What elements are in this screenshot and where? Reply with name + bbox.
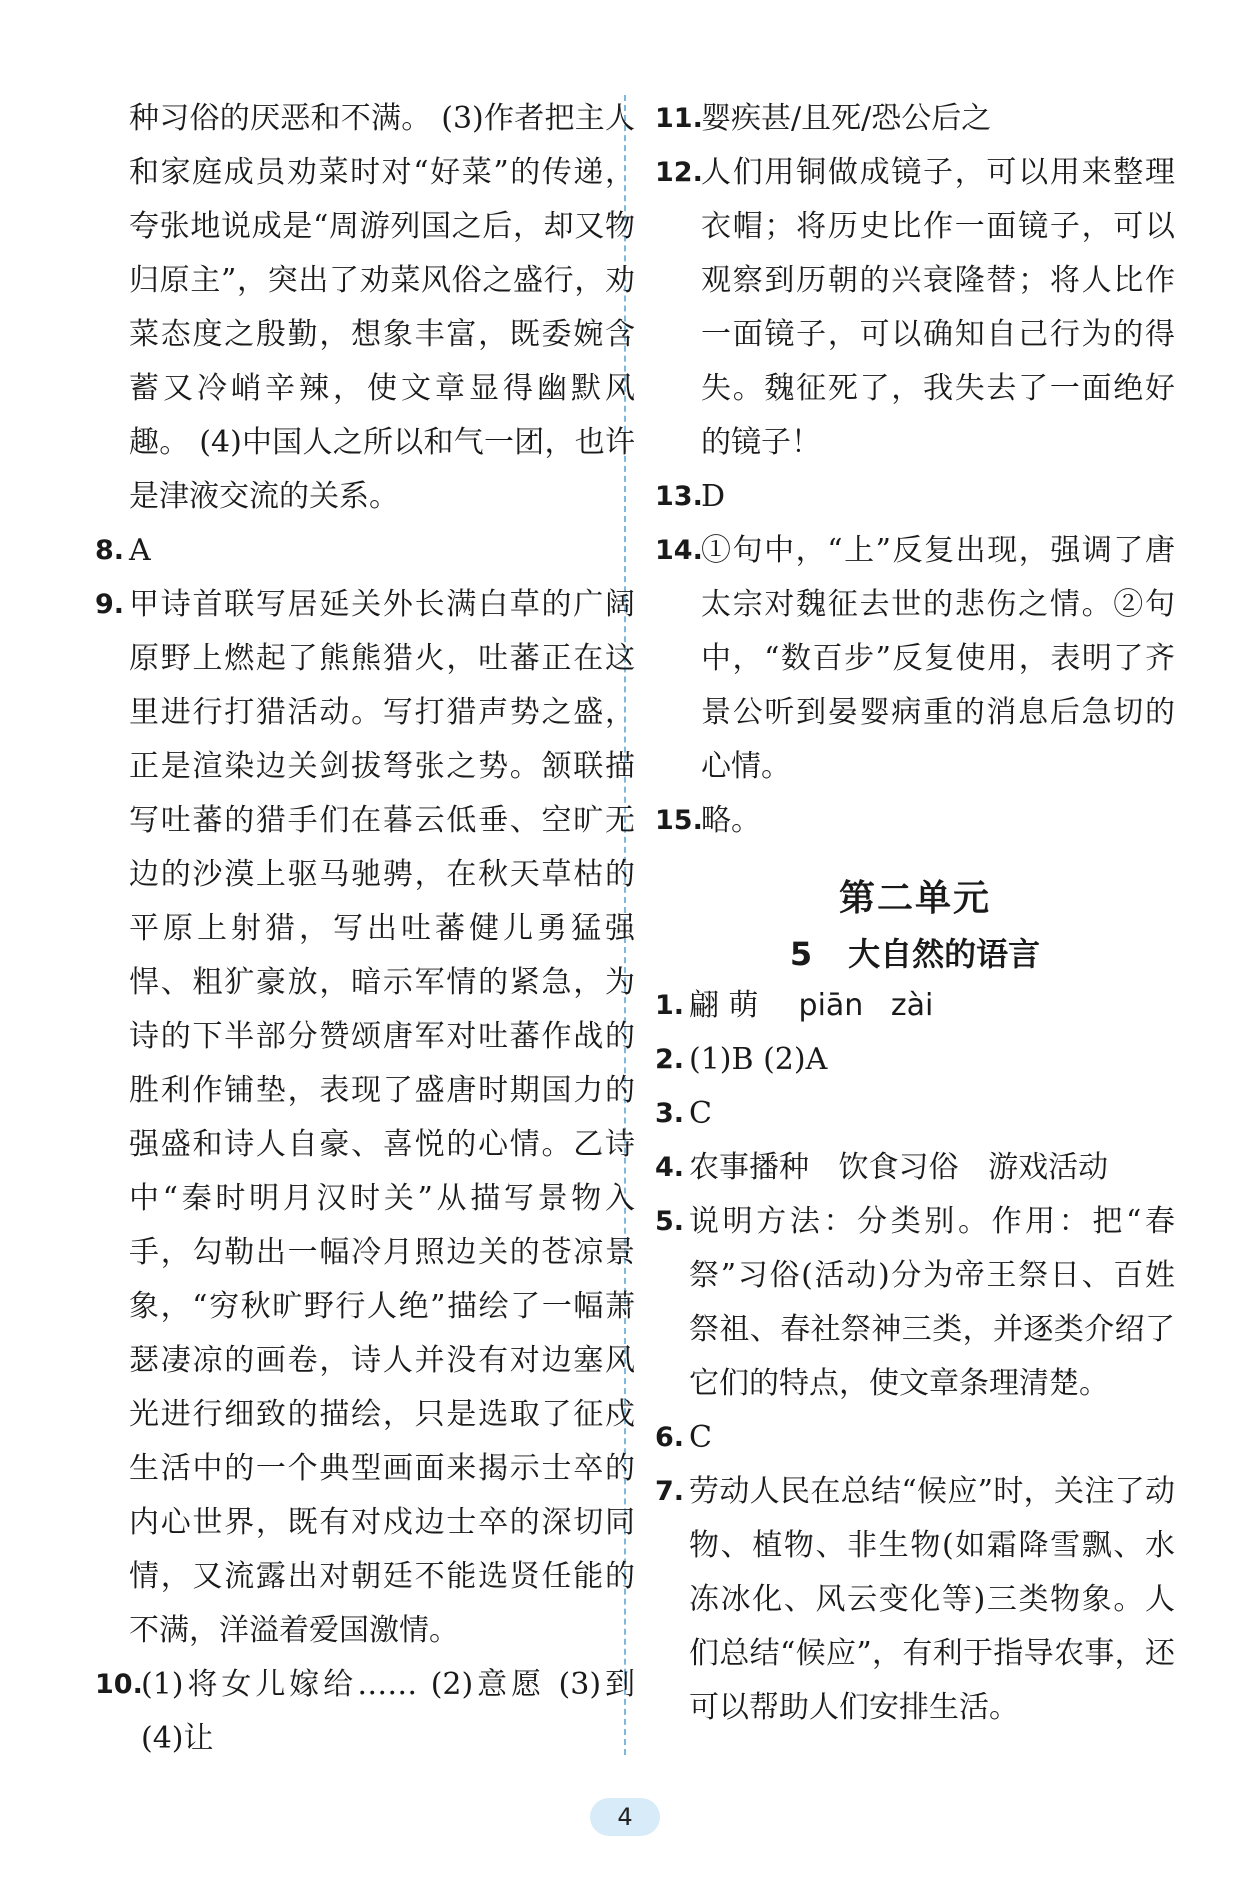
answer-number: 12. [655, 157, 703, 188]
answer-pinyin: piān zài [798, 988, 934, 1023]
answer-number: 10. [95, 1669, 143, 1700]
answer-text: D [701, 479, 726, 514]
answer-number: 1. [655, 990, 685, 1021]
unit-title: 第二单元 [838, 878, 991, 919]
lesson-number: 5 [789, 935, 813, 973]
answer-text: 农事播种 饮食习俗 游戏活动 [689, 1150, 1109, 1185]
answer-text: 人们用铜做成镜子，可以用来整理衣帽；将历史比作一面镜子，可以观察到历朝的兴衰隆替；将人比作一面镜子，可以确知自己行为的得失。魏征死了，我失去了一面绝好的镜子！ [701, 155, 1175, 460]
left-column [95, 92, 635, 1766]
answer-text: 劳动人民在总结“候应”时，关注了动物、植物、非生物(如霜降雪飘、水冻冰化、风云变化等)三类物象。人们总结“候应”，有利于指导农事，还可以帮助人们安排生活。 [689, 1474, 1175, 1725]
answer-9 [95, 578, 635, 1658]
continued-answer-7: 种习俗的厌恶和不满。 (3)作者把主人和家庭成员劝菜时对“好菜”的传递，夸张地说成是“周游列国之后，却又物归原主”，突出了劝菜风俗之盛行，劝菜态度之殷勤，想象丰富，既委婉含蓄又冷峭辛辣，使文章显得幽默风趣。 (4)中国人之所以和气一团，也许是津液交流的关系。 [129, 101, 635, 514]
answer-14 [655, 524, 1175, 794]
answer-15 [655, 794, 1175, 848]
answer-number: 3. [655, 1098, 685, 1129]
answer-12 [655, 146, 1175, 470]
lesson-answer-5 [655, 1195, 1175, 1411]
answer-number: 4. [655, 1152, 685, 1183]
answer-10 [95, 1658, 635, 1766]
lesson-answer-6 [655, 1411, 1175, 1465]
lesson-answer-4 [655, 1141, 1175, 1195]
lesson-answer-1 [655, 979, 1175, 1033]
answer-text: C [689, 1420, 712, 1455]
answer-number: 5. [655, 1206, 685, 1237]
lesson-name: 大自然的语言 [848, 935, 1041, 973]
answer-number: 7. [655, 1476, 685, 1507]
lesson-answer-7 [655, 1465, 1175, 1735]
answer-number: 13. [655, 481, 703, 512]
answer-text: (1)B (2)A [689, 1042, 828, 1077]
lesson-answer-2 [655, 1033, 1175, 1087]
answer-text: 说明方法：分类别。作用：把“春祭”习俗(活动)分为帝王祭日、百姓祭祖、春社祭神三类，并逐类介绍了它们的特点，使文章条理清楚。 [689, 1204, 1175, 1401]
right-column [655, 92, 1175, 1735]
lesson-title [655, 929, 1175, 975]
lesson-answer-3 [655, 1087, 1175, 1141]
answer-number: 14. [655, 535, 703, 566]
answer-text: A [129, 533, 151, 568]
answer-number: 6. [655, 1422, 685, 1453]
answer-text: 略。 [701, 803, 761, 838]
answer-text: C [689, 1096, 712, 1131]
answer-text-group [689, 979, 1175, 1033]
page-number: 4 [590, 1798, 660, 1836]
answer-number: 15. [655, 805, 703, 836]
answer-13 [655, 470, 1175, 524]
answer-number: 9. [95, 589, 125, 620]
answer-8 [95, 524, 635, 578]
answer-text: 甲诗首联写居延关外长满白草的广阔原野上燃起了熊熊猎火，吐蕃正在这里进行打猎活动。写打猎声势之盛，正是渲染边关剑拔弩张之势。颔联描写吐蕃的猎手们在暮云低垂、空旷无边的沙漠上驱马驰骋，在秋天草枯的平原上射猎，写出吐蕃健儿勇猛强悍、粗犷豪放，暗示军情的紧急，为诗的下半部分赞颂唐军对吐蕃作战的胜利作铺垫，表现了盛唐时期国力的强盛和诗人自豪、喜悦的心情。乙诗中“秦时明月汉时关”从描写景物入手，勾勒出一幅冷月照边关的苍凉景象，“穷秋旷野行人绝”描绘了一幅萧瑟凄凉的画卷，诗人并没有对边塞风光进行细致的描绘，只是选取了征戍生活中的一个典型画面来揭示士卒的内心世界，既有对戍边士卒的深切同情，又流露出对朝廷不能选贤任能的不满，洋溢着爱国激情。 [129, 587, 635, 1648]
answer-number: 8. [95, 535, 125, 566]
answer-11 [655, 92, 1175, 146]
answer-number: 2. [655, 1044, 685, 1075]
answer-text: 翩 萌 [689, 988, 759, 1023]
answer-text: 婴疾甚/且死/恐公后之 [701, 101, 992, 136]
answer-text: (1)将女儿嫁给…… (2)意愿 (3)到 (4)让 [141, 1667, 635, 1756]
answer-text: ①句中，“上”反复出现，强调了唐太宗对魏征去世的悲伤之情。②句中，“数百步”反复使用，表明了齐景公听到晏婴病重的消息后急切的心情。 [701, 533, 1175, 784]
answer-number: 11. [655, 103, 703, 134]
